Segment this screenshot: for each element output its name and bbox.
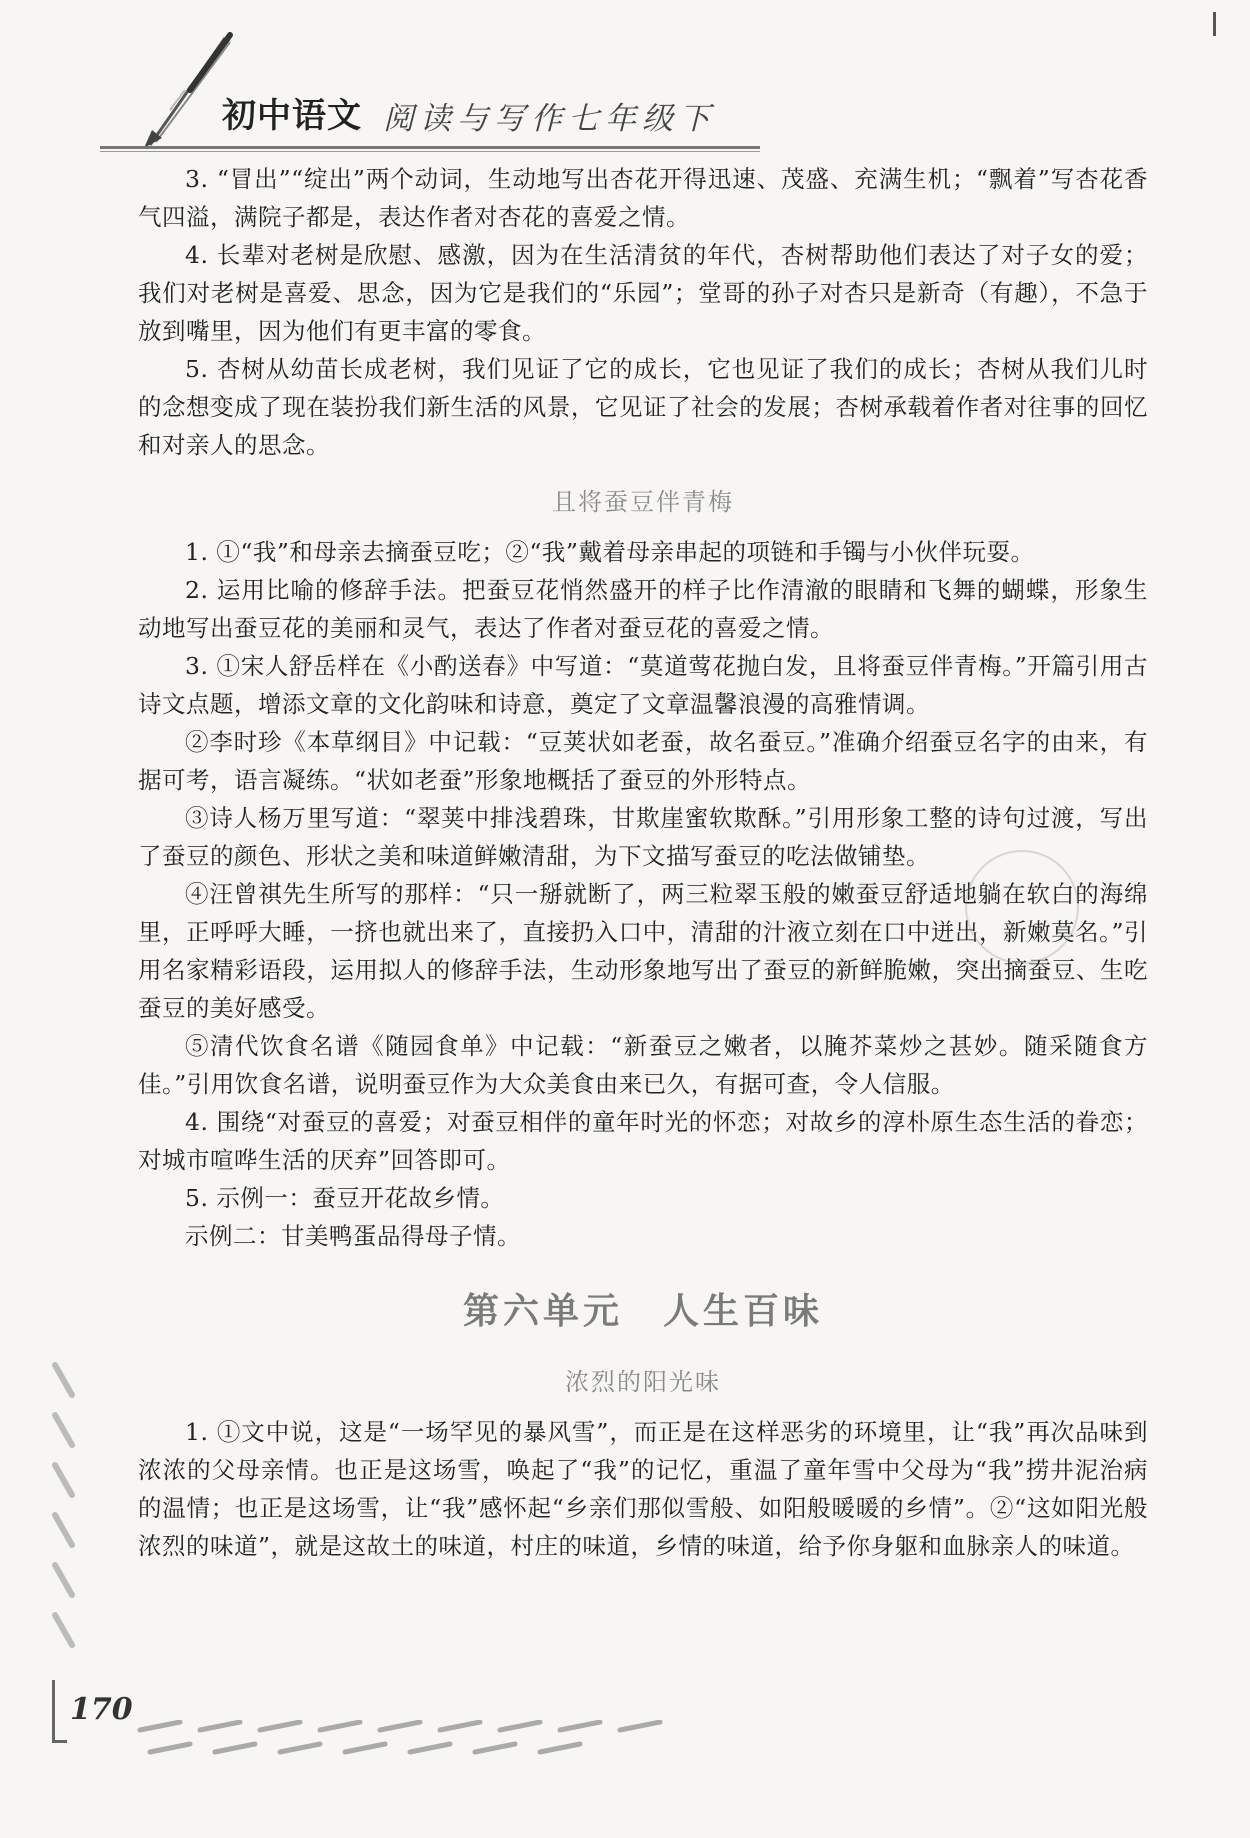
section-title: 且将蚕豆伴青梅 xyxy=(552,488,734,516)
book-series-title: 初中语文 xyxy=(222,96,362,136)
corner-mark xyxy=(1213,12,1216,36)
answer-paragraph: 4. 长辈对老树是欣慰、感激，因为在生活清贫的年代，杏树帮助他们表达了对子女的爱；我们对老树是喜爱、思念，因为它是我们的“乐园”；堂哥的孙子对杏只是新奇（有趣），不急于放到嘴里，因为他们有更丰富的零食。 xyxy=(138,241,1148,345)
answer-paragraph: 1. ①文中说，这是“一场罕见的暴风雪”，而正是在这样恶劣的环境里，让“我”再次品味到浓浓的父母亲情。也正是这场雪，唤起了“我”的记忆，重温了童年雪中父母为“我”捞井泥治病的温情；也正是这场雪，让“我”感怀起“乡亲们那似雪般、如阳般暖暖的乡情”。②“这如阳光般浓烈的味道”，就是这故土的味道，村庄的味道，乡情的味道，给予你身躯和血脉亲人的味道。 xyxy=(138,1418,1148,1560)
side-stripes-icon xyxy=(50,1360,80,1660)
answer-paragraph: ②李时珍《本草纲目》中记载：“豆荚状如老蚕，故名蚕豆。”准确介绍蚕豆名字的由来，有据可考，语言凝练。“状如老蚕”形象地概括了蚕豆的外形特点。 xyxy=(138,728,1148,794)
header-rule xyxy=(100,146,760,149)
section-apricot-tree xyxy=(138,160,1148,464)
footer-dashes-icon xyxy=(0,1720,1250,1830)
book-subtitle: 阅读与写作七年级下 xyxy=(383,101,716,137)
section-sunshine xyxy=(138,1283,1148,1565)
answer-paragraph: 5. 示例一：蚕豆开花故乡情。 xyxy=(185,1184,505,1212)
answer-paragraph: 3. ①宋人舒岳样在《小酌送春》中写道：“莫道莺花抛白发，且将蚕豆伴青梅。”开篇引用古诗文点题，增添文章的文化韵味和诗意，奠定了文章温馨浪漫的高雅情调。 xyxy=(138,652,1148,718)
page-number: 170 xyxy=(70,1692,133,1727)
page-header xyxy=(0,0,1250,160)
watermark-seal-icon xyxy=(965,850,1079,964)
unit-title: 第六单元 人生百味 xyxy=(462,1290,823,1332)
section-title: 浓烈的阳光味 xyxy=(565,1368,721,1396)
answer-paragraph: ③诗人杨万里写道：“翠荚中排浅碧珠，甘欺崖蜜软欺酥。”引用形象工整的诗句过渡，写出了蚕豆的颜色、形状之美和味道鲜嫩清甜，为下文描写蚕豆的吃法做铺垫。 xyxy=(138,804,1148,870)
answer-paragraph: ⑤清代饮食名谱《随园食单》中记载：“新蚕豆之嫩者，以腌芥菜炒之甚妙。随采随食方佳。”引用饮食名谱，说明蚕豆作为大众美食由来已久，有据可查，令人信服。 xyxy=(138,1032,1148,1098)
answer-paragraph: 1. ①“我”和母亲去摘蚕豆吃；②“我”戴着母亲串起的项链和手镯与小伙伴玩耍。 xyxy=(185,538,1035,566)
header-rule-thin xyxy=(100,151,760,152)
answer-paragraph: 4. 围绕“对蚕豆的喜爱；对蚕豆相伴的童年时光的怀恋；对故乡的淳朴原生态生活的眷恋；对城市喧哗生活的厌弃”回答即可。 xyxy=(138,1108,1148,1174)
answer-paragraph: 示例二：甘美鸭蛋品得母子情。 xyxy=(185,1222,521,1250)
answer-paragraph: 5. 杏树从幼苗长成老树，我们见证了它的成长，它也见证了我们的成长；杏树从我们儿时的念想变成了现在装扮我们新生活的风景，它见证了社会的发展；杏树承载着作者对往事的回忆和对亲人的思念。 xyxy=(138,355,1148,459)
answer-paragraph: 2. 运用比喻的修辞手法。把蚕豆花悄然盛开的样子比作清澈的眼睛和飞舞的蝴蝶，形象生动地写出蚕豆花的美丽和灵气，表达了作者对蚕豆花的喜爱之情。 xyxy=(138,576,1148,642)
answer-paragraph: ④汪曾祺先生所写的那样：“只一掰就断了，两三粒翠玉般的嫩蚕豆舒适地躺在软白的海绵里，正呼呼大睡，一挤也就出来了，直接扔入口中，清甜的汁液立刻在口中迸出，新嫩莫名。”引用名家精彩语段，运用拟人的修辞手法，生动形象地写出了蚕豆的新鲜脆嫩，突出摘蚕豆、生吃蚕豆的美好感受。 xyxy=(138,880,1148,1022)
answer-paragraph: 3. “冒出”“绽出”两个动词，生动地写出杏花开得迅速、茂盛、充满生机；“飘着”写杏花香气四溢，满院子都是，表达作者对杏花的喜爱之情。 xyxy=(138,165,1148,231)
